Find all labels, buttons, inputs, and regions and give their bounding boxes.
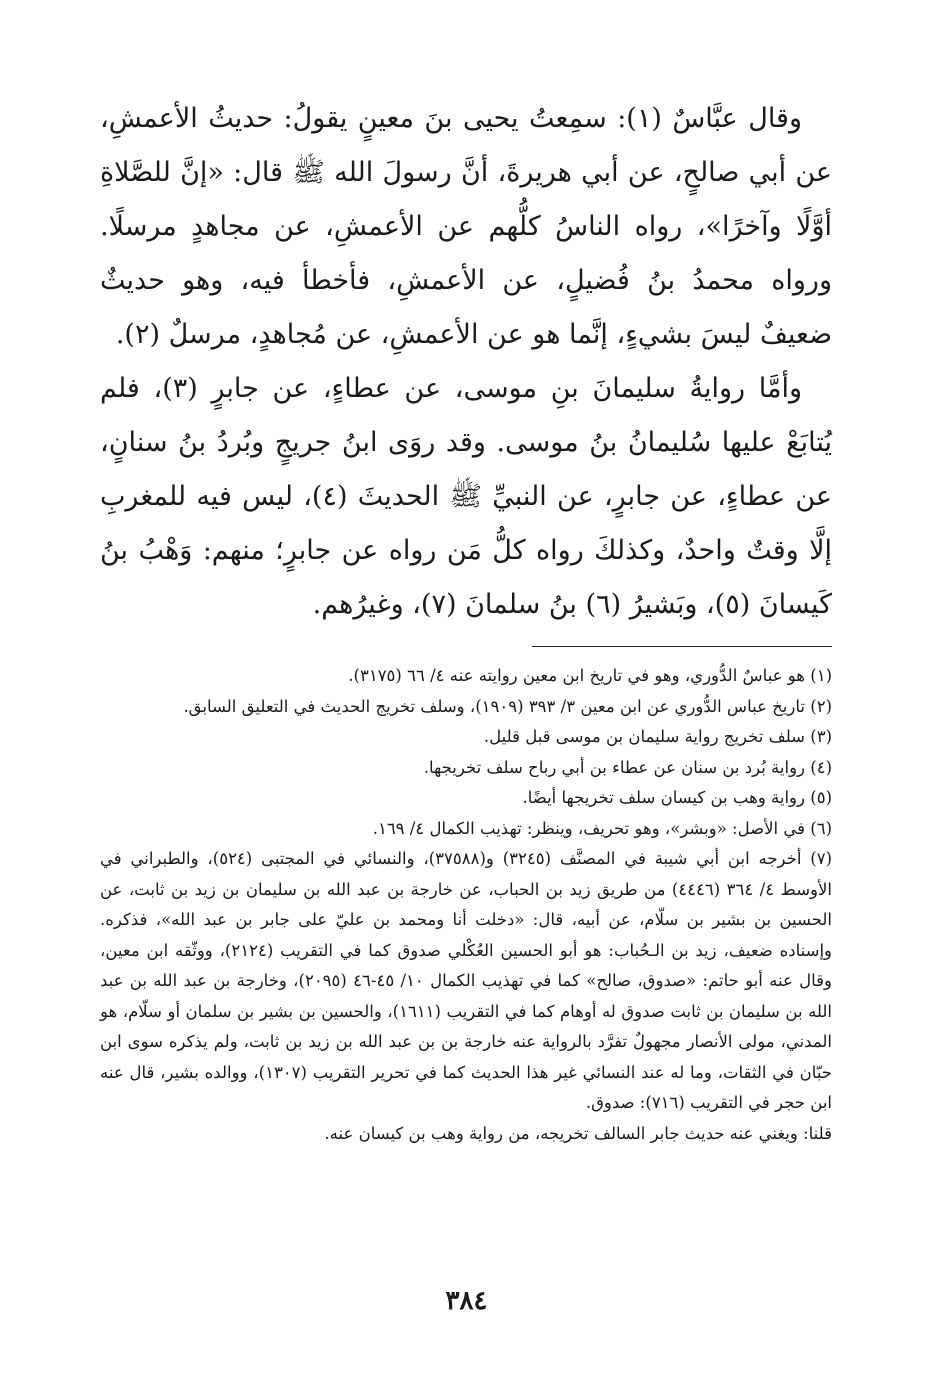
footnote-3: (٣) سلف تخريج رواية سليمان بن موسى قبل قليل. [483,727,832,746]
footnote-separator-wrap [100,632,832,661]
footnote-4: (٤) رواية بُرد بن سنان عن عطاء بن أبي رباح سلف تخريجها. [423,757,832,777]
footnote-1: (١) هو عباسٌ الدُّوري، وهو في تاريخ ابن معين روايته عنه ٤/ ٦٦ (٣١٧٥). [348,666,832,685]
footnote-7: (٧) أخرجه ابن أبي شيبة في المصنَّف (٣٢٤٥) و(٣٧٥٨٨)، والنسائي في المجتبى (٥٢٤)، والطبراني في الأوسط ٤/ ٣٦٤ (٤٤٤٦) من طريق زيد بن الحباب، عن خارجة بن عبد الله بن سليمان بن زيد بن ثابت، عن الحسين بن بشير بن سلّام، عن أبيه، قال: «دخلت أنا ومحمد بن عليّ على جابر بن عبد الله»، فذكره. وإسناده ضعيف، زيد بن الـحُباب: هو أبو الحسين العُكْلي صدوق كما في التقريب (٢١٢٤)، ووثّقه ابن معين، وقال عنه أبو حاتم: «صدوق، صالح» كما في تهذيب الكمال ١٠/ ٤٥-٤٦ (٢٠٩٥)، وخارجة بن عبد الله بن عبد الله بن سليمان بن ثابت صدوق له أوهام كما في التقريب (١٦١١)، والحسين بن بشير بن سلمان أو سلّام، هو المدني، مولى الأنصار مجهولٌ تفرَّد بالرواية عنه خارجة بن بن عبد الله بن زيد بن ثابت، ولم يذكره سوى ابن حبّان في الثقات، وما له عند النسائي غير هذا الحديث كما في تحرير التقريب (١٣٠٧)، ووالده بشير، قال عنه ابن حجر في التقريب (٧١٦): صدوق. [100,849,833,1112]
footnote-2: (٢) تاريخ عباس الدُّوري عن ابن معين ٣/ ٣٩٣ (١٩٠٩)، وسلف تخريج الحديث في التعليق السابق. [183,696,832,716]
footnote-7-comment: قلنا: ويغني عنه حديث جابر السالف تخريجه، من رواية وهب بن كيسان عنه. [324,1123,832,1143]
page-number: ٣٨٤ [445,1286,488,1316]
main-text [100,92,832,632]
body-paragraph-2: وأمَّا روايةُ سليمانَ بنِ موسى، عن عطاءٍ، عن جابرٍ (٣)، فلم يُتابَعْ عليها سُليمانُ بنُ موسى. وقد روَى ابنُ جريجٍ وبُردُ بنُ سنانٍ، عن عطاءٍ، عن جابرٍ، عن النبيِّ ﷺ الحديثَ (٤)، ليس فيه للمغربِ إلَّا وقتٌ واحدٌ، وكذلكَ رواه كلُّ مَن رواه عن جابرٍ؛ منهم: وَهْبُ بنُ كَيسانَ (٥)، وبَشيرُ (٦) بنُ سلمانَ (٧)، وغيرُهم. [100,373,833,620]
body-paragraph-1: وقال عبَّاسٌ (١): سمِعتُ يحيى بنَ معينٍ يقولُ: حديثُ الأعمشِ، عن أبي صالحٍ، عن أبي هريرةَ، أنَّ رسولَ الله ﷺ قال: «إنَّ للصَّلاةِ أوَّلًا وآخرًا»، رواه الناسُ كلُّهم عن الأعمشِ، عن مجاهدٍ مرسلًا. ورواه محمدُ بنُ فُضيلٍ، عن الأعمشِ، فأخطأ فيه، وهو حديثٌ ضعيفٌ ليسَ بشيءٍ، إنَّما هو عن الأعمشِ، عن مُجاهدٍ، مرسلٌ (٢). [100,103,832,350]
footnote-6: (٦) في الأصل: «وبشر»، وهو تحريف، وينظر: تهذيب الكمال ٤/ ١٦٩. [372,818,832,838]
footnotes [100,661,832,1149]
footnote-separator [532,646,832,647]
book-page [100,92,832,1149]
footnote-5: (٥) رواية وهب بن كيسان سلف تخريجها أيضًا. [522,788,832,807]
